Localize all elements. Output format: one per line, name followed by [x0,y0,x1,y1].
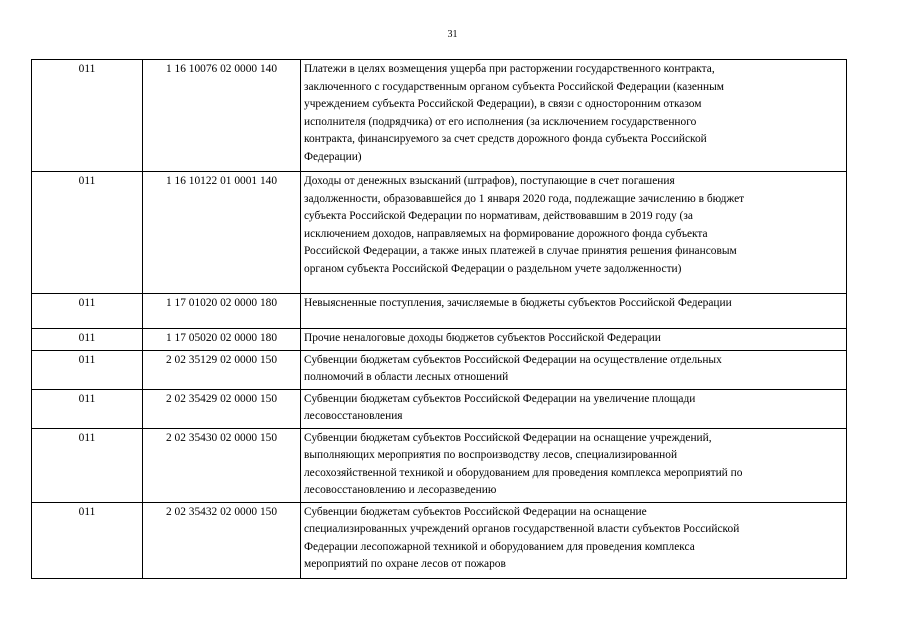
description-line: Субвенции бюджетам субъектов Российской Федерации на увеличение площади [304,392,696,405]
revenue-code-cell: 1 17 01020 02 0000 180 [143,294,301,329]
table-row [32,428,847,502]
table-row [32,172,847,294]
table-row [32,294,847,329]
description-line: задолженности, образовавшейся до 1 января 2020 года, подлежащие зачислению в бюджет [304,192,745,205]
description-line: Субвенции бюджетам субъектов Российской Федерации на оснащение учреждений, [304,431,712,444]
revenue-code-cell: 1 17 05020 02 0000 180 [143,329,301,351]
table-row [32,60,847,172]
description-line: выполняющих мероприятия по воспроизводству лесов, специализированной [304,449,678,461]
description-line: контракта, финансируемого за счет средств дорожного фонда субъекта Российской [304,133,707,145]
admin-code-cell: 011 [32,172,143,294]
revenue-code-cell: 2 02 35432 02 0000 150 [143,502,301,578]
description-line: полномочий в области лесных отношений [304,371,509,383]
description-line: Прочие неналоговые доходы бюджетов субъектов Российской Федерации [304,332,661,344]
description-cell [301,389,847,428]
description-line: исполнителя (подрядчика) от его исполнения (за исключением государственного [304,115,697,128]
description-line: Доходы от денежных взысканий (штрафов), поступающие в счет погашения [304,175,675,187]
description-line: Федерации лесопожарной техникой и оборудованием для проведения комплекса [304,540,695,553]
revenue-codes-table [31,59,847,579]
revenue-code-cell: 1 16 10122 01 0001 140 [143,172,301,294]
description-line: Субвенции бюджетам субъектов Российской Федерации на оснащение [304,505,647,518]
description-cell [301,428,847,502]
description-line: Субвенции бюджетам субъектов Российской Федерации на осуществление отдельных [304,353,722,366]
page-number: 31 [447,29,458,40]
description-line: лесовосстановления [304,410,403,422]
description-line: Невыясненные поступления, зачисляемые в бюджеты субъектов Российской Федерации [304,297,732,309]
admin-code-cell: 011 [32,60,143,172]
revenue-code-cell: 2 02 35129 02 0000 150 [143,350,301,389]
description-line: органом субъекта Российской Федерации о раздельном учете задолженности) [304,262,682,275]
description-cell [301,329,847,351]
description-cell [301,60,847,172]
revenue-code-cell: 2 02 35429 02 0000 150 [143,389,301,428]
admin-code-cell: 011 [32,329,143,351]
description-line: учреждением субъекта Российской Федерации), в связи с односторонним отказом [304,98,702,110]
admin-code-cell: 011 [32,389,143,428]
description-cell [301,350,847,389]
table-row [32,389,847,428]
description-line: субъекта Российской Федерации по нормативам, действовавшим в 2019 году (за [304,210,693,222]
description-cell [301,502,847,578]
revenue-code-cell: 1 16 10076 02 0000 140 [143,60,301,172]
revenue-code-cell: 2 02 35430 02 0000 150 [143,428,301,502]
description-line: Федерации) [304,150,362,163]
admin-code-cell: 011 [32,294,143,329]
description-line: специализированных учреждений органов государственной власти субъектов Российской [304,523,740,535]
description-line: заключенного с государственным органом субъекта Российской Федерации (казенным [304,80,724,93]
description-cell [301,294,847,329]
description-line: Российской Федерации, а также иных платежей в случае принятия решения финансовым [304,245,737,257]
description-line: лесохозяйственной техникой и оборудованием для проведения комплекса мероприятий по [304,466,743,479]
admin-code-cell: 011 [32,502,143,578]
description-cell [301,172,847,294]
description-line: исключением доходов, направляемых на формирование дорожного фонда субъекта [304,227,708,240]
table-row [32,350,847,389]
description-line: мероприятий по охране лесов от пожаров [304,558,506,570]
admin-code-cell: 011 [32,350,143,389]
description-line: Платежи в целях возмещения ущерба при расторжении государственного контракта, [304,63,715,75]
description-line: лесовосстановлению и лесоразведению [304,484,497,496]
admin-code-cell: 011 [32,428,143,502]
table-row [32,502,847,578]
table-row [32,329,847,351]
